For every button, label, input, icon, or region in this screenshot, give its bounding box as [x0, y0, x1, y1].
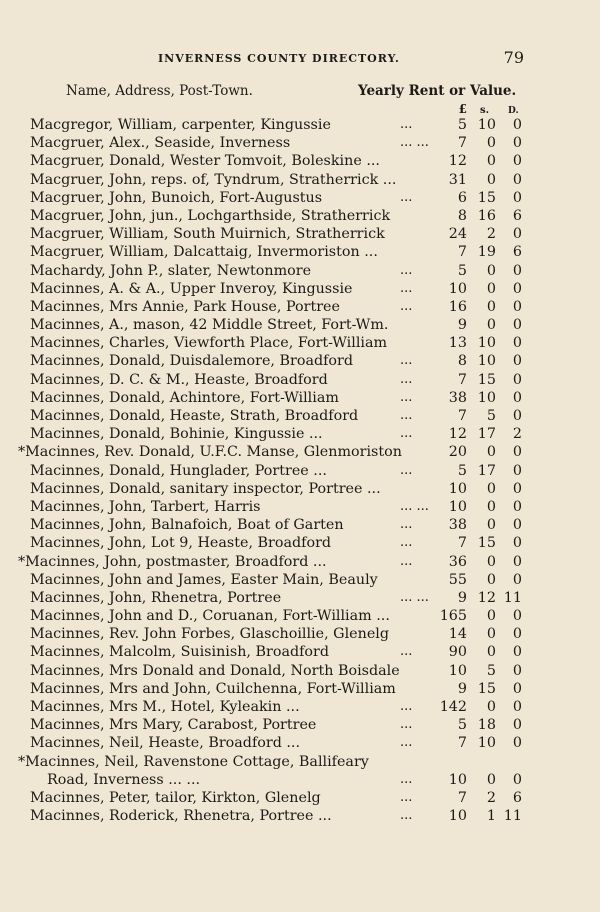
entry-pounds: 10 [448, 771, 467, 788]
entry-shillings: 10 [477, 353, 496, 370]
entry-leader-dots: ... [400, 298, 413, 314]
entry-name: Macinnes, Mrs Donald and Donald, North Boisdale [30, 662, 400, 679]
entry-shillings: 0 [486, 135, 496, 152]
entry-pounds: 55 [448, 571, 467, 588]
directory-entry [0, 808, 600, 826]
entry-pounds: 9 [457, 317, 467, 334]
entry-pounds: 7 [457, 789, 467, 806]
entry-shillings: 15 [477, 371, 496, 388]
entry-name: Macinnes, Rev. John Forbes, Glaschoillie, Glenelg [30, 626, 390, 643]
entry-shillings: 0 [486, 571, 496, 588]
entry-leader-dots: ... [400, 808, 413, 824]
entry-name: Macinnes, A. & A., Upper Inveroy, Kingussie [30, 280, 353, 297]
entry-pounds: 6 [457, 189, 467, 206]
entry-leader-dots: ... [400, 553, 413, 569]
entry-name: Machardy, John P., slater, Newtonmore [30, 262, 312, 279]
entry-shillings: 0 [486, 480, 496, 497]
entry-name: Macgruer, John, jun., Lochgarthside, Stratherrick [30, 207, 391, 224]
entry-pence: 0 [512, 644, 522, 661]
entry-name: Macinnes, Peter, tailor, Kirkton, Glenelg [30, 789, 321, 806]
entry-pounds: 7 [457, 535, 467, 552]
entry-pence: 0 [512, 771, 522, 788]
entry-shillings: 10 [477, 389, 496, 406]
entry-leader-dots: ... [400, 389, 413, 405]
page-title: INVERNESS COUNTY DIRECTORY. [158, 52, 400, 65]
entry-name: Macinnes, Mrs Mary, Carabost, Portree [30, 717, 317, 734]
directory-entry [0, 754, 600, 772]
entry-name: Macgruer, John, reps. of, Tyndrum, Stratherrick ... [30, 171, 397, 188]
entry-pounds: 90 [448, 644, 467, 661]
entry-name: Macinnes, Mrs M., Hotel, Kyleakin ... [30, 699, 300, 715]
entry-pence: 0 [512, 317, 522, 334]
entry-leader-dots: ... [400, 517, 413, 533]
entry-shillings: 5 [486, 408, 496, 424]
directory-entry [0, 717, 600, 735]
directory-entries [0, 117, 600, 826]
entry-shillings: 0 [486, 317, 496, 334]
entry-pence: 0 [512, 171, 522, 188]
entry-pounds: 36 [448, 553, 467, 570]
entry-pounds: 7 [457, 371, 467, 388]
entry-shillings: 2 [486, 789, 496, 806]
entry-shillings: 0 [486, 644, 496, 661]
directory-entry [0, 117, 600, 135]
entry-name: Macinnes, Donald, Duisdalemore, Broadford [30, 353, 354, 370]
entry-pounds: 10 [448, 480, 467, 497]
entry-pounds: 8 [457, 207, 467, 224]
directory-entry [0, 699, 600, 717]
entry-pounds: 7 [457, 408, 467, 424]
entry-name: Macinnes, Donald, Bohinie, Kingussie ... [30, 426, 323, 443]
entry-shillings: 0 [486, 608, 496, 625]
entry-shillings: 0 [486, 444, 496, 461]
entry-pounds: 10 [448, 280, 467, 297]
entry-shillings: 0 [486, 298, 496, 315]
entry-pounds: 7 [457, 735, 467, 752]
entry-pence: 0 [512, 335, 522, 352]
entry-pounds: 10 [448, 662, 467, 679]
entry-pounds: 5 [457, 262, 467, 279]
entry-leader-dots: ... [400, 644, 413, 660]
entry-pounds: 14 [448, 626, 467, 643]
directory-entry [0, 463, 600, 481]
entry-pounds: 7 [457, 244, 467, 261]
entry-pence: 0 [512, 535, 522, 552]
entry-name: Macinnes, Donald, sanitary inspector, Portree ... [30, 480, 381, 497]
entry-pence: 0 [512, 608, 522, 625]
entry-leader-dots: ... ... [400, 589, 429, 605]
entry-shillings: 15 [477, 680, 496, 697]
directory-entry [0, 317, 600, 335]
entry-shillings: 10 [477, 735, 496, 752]
entry-name: Macinnes, Donald, Achintore, Fort-William [30, 389, 339, 406]
directory-entry [0, 353, 600, 371]
entry-pence: 0 [512, 153, 522, 170]
directory-entry [0, 226, 600, 244]
entry-pounds: 24 [448, 226, 467, 243]
entry-leader-dots: ... [400, 371, 413, 387]
entry-leader-dots: ... ... [400, 498, 429, 514]
entry-shillings: 19 [477, 244, 496, 261]
entry-name: Macinnes, A., mason, 42 Middle Street, Fort-Wm. [30, 317, 389, 334]
entry-shillings: 10 [477, 117, 496, 133]
entry-shillings: 0 [486, 517, 496, 534]
entry-leader-dots: ... [400, 262, 413, 278]
entry-pence: 6 [512, 207, 522, 224]
directory-entry [0, 790, 600, 808]
directory-entry [0, 281, 600, 299]
directory-entry [0, 644, 600, 662]
entry-pounds: 5 [457, 117, 467, 133]
entry-leader-dots: ... [400, 535, 413, 551]
entry-pence: 0 [512, 626, 522, 643]
entry-pounds: 9 [457, 589, 467, 606]
entry-pence: 0 [512, 389, 522, 406]
page-number: 79 [503, 48, 524, 67]
entry-shillings: 0 [486, 262, 496, 279]
entry-name: Macgruer, Donald, Wester Tomvoit, Boleskine ... [30, 153, 380, 170]
entry-shillings: 17 [477, 426, 496, 443]
entry-name: *Macinnes, Neil, Ravenstone Cottage, Ballifeary [18, 753, 369, 770]
entry-shillings: 5 [486, 662, 496, 679]
entry-name: *Macinnes, John, postmaster, Broadford ... [18, 553, 327, 570]
entry-name: Macinnes, Roderick, Rhenetra, Portree ... [30, 808, 332, 825]
entry-shillings: 0 [486, 626, 496, 643]
directory-entry [0, 153, 600, 171]
entry-pounds: 142 [439, 699, 467, 715]
running-head [0, 48, 600, 72]
entry-leader-dots: ... [400, 353, 413, 369]
entry-pounds: 165 [439, 608, 467, 625]
entry-leader-dots: ... [400, 426, 413, 442]
entry-name: Macinnes, Donald, Heaste, Strath, Broadford [30, 408, 359, 424]
entry-pence: 0 [512, 498, 522, 515]
entry-name: Macinnes, Mrs and John, Cuilchenna, Fort-William [30, 680, 396, 697]
entry-pounds: 13 [448, 335, 467, 352]
directory-entry [0, 172, 600, 190]
entry-shillings: 12 [477, 589, 496, 606]
entry-shillings: 2 [486, 226, 496, 243]
entry-pence: 0 [512, 480, 522, 497]
entry-pence: 0 [512, 298, 522, 315]
directory-entry [0, 681, 600, 699]
entry-shillings: 0 [486, 171, 496, 188]
entry-name: Macinnes, D. C. & M., Heaste, Broadford [30, 371, 328, 388]
directory-entry [0, 554, 600, 572]
entry-pounds: 12 [448, 426, 467, 443]
entry-leader-dots: ... [400, 117, 413, 132]
entry-leader-dots: ... ... [400, 135, 429, 151]
entry-pence: 0 [512, 135, 522, 152]
entry-pounds: 8 [457, 353, 467, 370]
rent-column-heading: Yearly Rent or Value. [358, 83, 517, 99]
entry-pence: 0 [512, 462, 522, 479]
directory-entry [0, 244, 600, 262]
entry-pence: 0 [512, 662, 522, 679]
entry-pence: 11 [503, 589, 522, 606]
entry-pence: 0 [512, 517, 522, 534]
directory-entry [0, 299, 600, 317]
entry-pence: 0 [512, 444, 522, 461]
entry-pounds: 9 [457, 680, 467, 697]
entry-pounds: 7 [457, 135, 467, 152]
entry-pence: 0 [512, 353, 522, 370]
pounds-symbol: £ [458, 102, 467, 116]
entry-name: Macinnes, John, Lot 9, Heaste, Broadford [30, 535, 332, 552]
entry-pence: 0 [512, 699, 522, 715]
entry-name: *Macinnes, Rev. Donald, U.F.C. Manse, Glenmoriston [18, 444, 402, 461]
entry-pence: 6 [512, 789, 522, 806]
entry-pence: 0 [512, 117, 522, 133]
entry-pounds: 10 [448, 808, 467, 825]
directory-entry [0, 626, 600, 644]
entry-name: Macinnes, Mrs Annie, Park House, Portree [30, 298, 340, 315]
entry-shillings: 0 [486, 699, 496, 715]
entry-pounds: 5 [457, 462, 467, 479]
entry-name: Road, Inverness ... ... [47, 771, 201, 788]
shillings-symbol: s. [480, 105, 490, 116]
entry-name: Macgruer, John, Bunoich, Fort-Augustus [30, 189, 323, 206]
entry-shillings: 1 [486, 808, 496, 825]
entry-pence: 0 [512, 571, 522, 588]
directory-entry [0, 499, 600, 517]
entry-shillings: 0 [486, 280, 496, 297]
entry-pence: 0 [512, 735, 522, 752]
entry-pence: 6 [512, 244, 522, 261]
entry-leader-dots: ... [400, 771, 413, 787]
directory-entry [0, 663, 600, 681]
entry-shillings: 15 [477, 189, 496, 206]
entry-name: Macinnes, John, Balnafoich, Boat of Garten [30, 517, 344, 534]
entry-pence: 2 [512, 426, 522, 443]
entry-pounds: 38 [448, 517, 467, 534]
entry-name: Macinnes, John, Tarbert, Harris [30, 498, 261, 515]
entry-pence: 0 [512, 553, 522, 570]
entry-pence: 0 [512, 371, 522, 388]
directory-entry [0, 517, 600, 535]
entry-pence: 0 [512, 262, 522, 279]
directory-entry [0, 735, 600, 753]
directory-entry [0, 190, 600, 208]
directory-entry [0, 408, 600, 426]
entry-name: Macgruer, William, South Muirnich, Stratherrick [30, 226, 385, 243]
directory-entry [0, 590, 600, 608]
directory-entry [0, 426, 600, 444]
entry-pounds: 16 [448, 298, 467, 315]
entry-leader-dots: ... [400, 462, 413, 478]
directory-entry [0, 135, 600, 153]
entry-shillings: 0 [486, 498, 496, 515]
entry-name: Macgruer, William, Dalcattaig, Invermoriston ... [30, 244, 378, 261]
entry-name: Macinnes, Charles, Viewforth Place, Fort-William [30, 335, 388, 352]
entry-shillings: 18 [477, 717, 496, 734]
entry-pence: 0 [512, 280, 522, 297]
entry-name: Macgregor, William, carpenter, Kingussie [30, 117, 331, 133]
entry-leader-dots: ... [400, 717, 413, 733]
entry-pounds: 31 [448, 171, 467, 188]
entry-leader-dots: ... [400, 189, 413, 205]
directory-entry [0, 208, 600, 226]
directory-entry [0, 444, 600, 462]
entry-name: Macinnes, John and D., Coruanan, Fort-William ... [30, 608, 390, 625]
entry-shillings: 0 [486, 771, 496, 788]
entry-name: Macinnes, Donald, Hunglader, Portree ... [30, 462, 327, 479]
pence-symbol: D. [508, 106, 519, 116]
entry-pounds: 20 [448, 444, 467, 461]
column-headings [0, 83, 600, 103]
entry-pounds: 38 [448, 389, 467, 406]
entry-shillings: 16 [477, 207, 496, 224]
entry-leader-dots: ... [400, 280, 413, 296]
entry-pence: 0 [512, 408, 522, 424]
directory-entry [0, 772, 600, 790]
entry-pence: 0 [512, 189, 522, 206]
directory-entry [0, 608, 600, 626]
directory-entry [0, 390, 600, 408]
directory-entry [0, 263, 600, 281]
entry-shillings: 17 [477, 462, 496, 479]
entry-name: Macinnes, Neil, Heaste, Broadford ... [30, 735, 301, 752]
directory-entry [0, 372, 600, 390]
directory-entry [0, 335, 600, 353]
name-column-heading: Name, Address, Post-Town. [66, 83, 253, 99]
entry-shillings: 15 [477, 535, 496, 552]
entry-pounds: 10 [448, 498, 467, 515]
entry-name: Macinnes, Malcolm, Suisinish, Broadford [30, 644, 330, 661]
directory-entry [0, 481, 600, 499]
entry-pence: 0 [512, 680, 522, 697]
entry-name: Macgruer, Alex., Seaside, Inverness [30, 135, 291, 152]
entry-pence: 0 [512, 717, 522, 734]
entry-pence: 0 [512, 226, 522, 243]
entry-leader-dots: ... [400, 735, 413, 751]
entry-name: Macinnes, John and James, Easter Main, Beauly [30, 571, 378, 588]
directory-entry [0, 572, 600, 590]
entry-leader-dots: ... [400, 699, 413, 714]
entry-leader-dots: ... [400, 408, 413, 423]
entry-pounds: 5 [457, 717, 467, 734]
directory-entry [0, 535, 600, 553]
entry-pence: 11 [503, 808, 522, 825]
entry-leader-dots: ... [400, 789, 413, 805]
entry-shillings: 0 [486, 553, 496, 570]
entry-shillings: 0 [486, 153, 496, 170]
entry-shillings: 10 [477, 335, 496, 352]
entry-pounds: 12 [448, 153, 467, 170]
entry-name: Macinnes, John, Rhenetra, Portree [30, 589, 282, 606]
